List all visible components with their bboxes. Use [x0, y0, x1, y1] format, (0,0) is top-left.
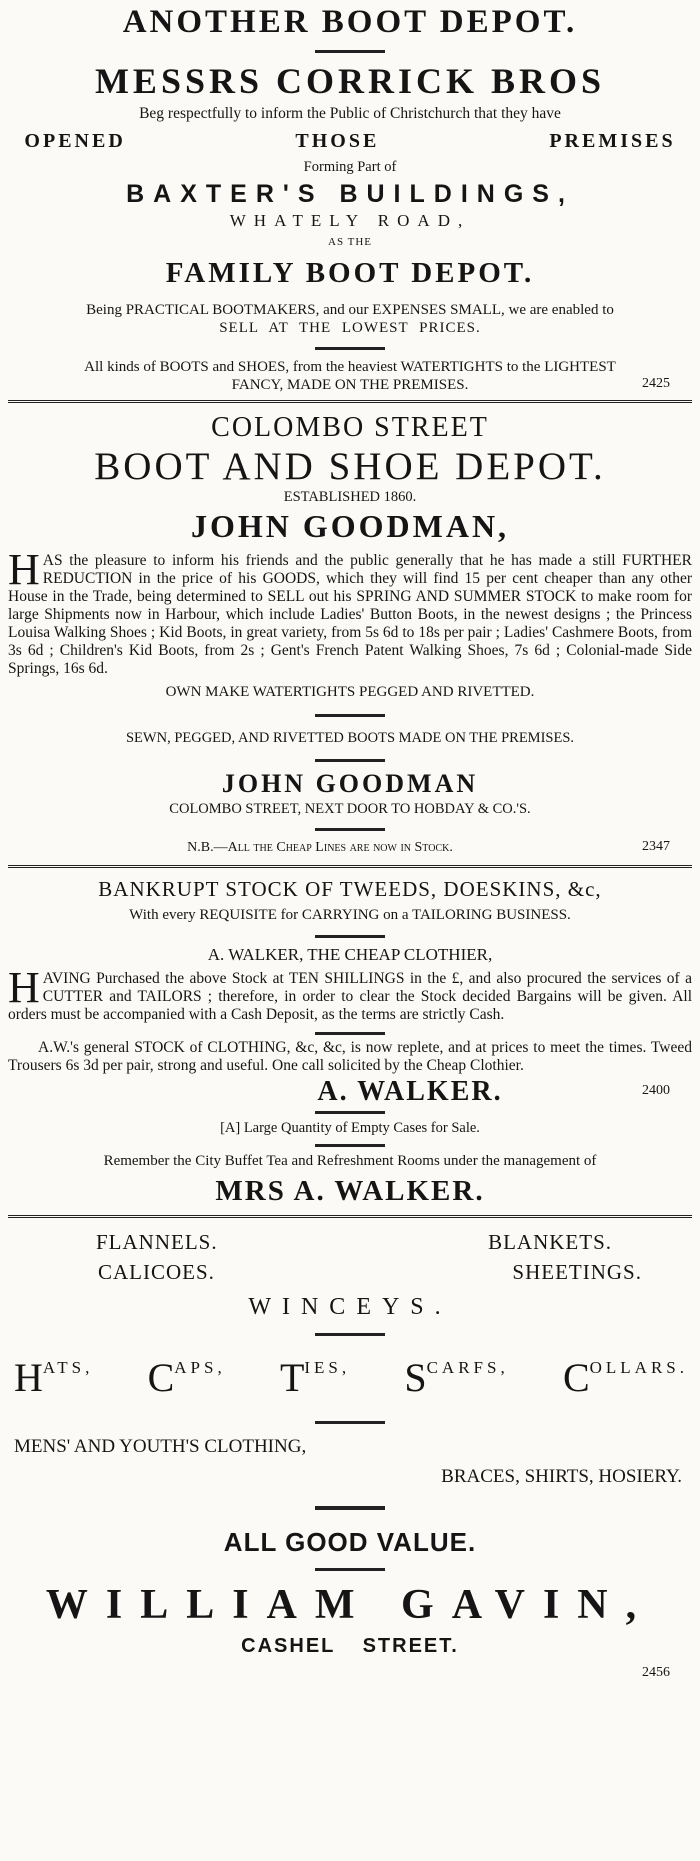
divider	[315, 1144, 385, 1147]
divider	[315, 935, 385, 938]
ad3-remember: Remember the City Buffet Tea and Refreshment Rooms under the management of	[103, 1153, 597, 1169]
ad1-building: BAXTER'S BUILDINGS,	[126, 180, 574, 208]
ad4-item-rest: CARFS,	[426, 1358, 509, 1377]
divider	[315, 1032, 385, 1035]
ad1-road: WHATELY ROAD,	[229, 211, 471, 230]
ad4-braces: BRACES, SHIRTS, HOSIERY.	[441, 1466, 682, 1487]
ad2-sewn: SEWN, PEGGED, AND RIVETTED BOOTS MADE ON THE PREMISES.	[125, 730, 575, 746]
divider	[315, 1111, 385, 1114]
ad2-established: ESTABLISHED 1860.	[283, 489, 417, 505]
ad4-mens-clothing: MENS' AND YOUTH'S CLOTHING,	[14, 1436, 307, 1457]
section-divider	[8, 865, 692, 871]
ad3-mrs-walker: MRS A. WALKER.	[215, 1175, 485, 1207]
ad3-headline: BANKRUPT STOCK OF TWEEDS, DOESKINS, &c,	[98, 877, 602, 901]
divider	[315, 347, 385, 350]
divider	[315, 828, 385, 831]
ad3-body-paragraph	[8, 963, 692, 1024]
ad1-depot: FAMILY BOOT DEPOT.	[165, 257, 535, 289]
divider	[315, 714, 385, 717]
william-gavin-advertisement	[8, 1221, 692, 1680]
ad4-sheetings: SHEETINGS.	[512, 1260, 642, 1284]
ad3-general-stock: A.W.'s general STOCK of CLOTHING, &c, &c, is now replete, and at prices to meet the times. Tweed Trousers 6s 3d per pair, strong and useful. One call solicited by the Cheap Clothier.	[8, 1039, 692, 1074]
ad4-flannels: FLANNELS.	[96, 1230, 218, 1254]
ad4-item-cap: C	[562, 1355, 590, 1400]
ad3-dropcap: H	[8, 963, 40, 1012]
ad4-winceys: WINCEYS.	[248, 1294, 452, 1320]
ad4-item-rest: ATS,	[42, 1358, 94, 1377]
ad1-forming: Forming Part of	[303, 159, 397, 175]
ad1-reference-number: 2425	[642, 376, 670, 391]
ad4-item-scarfs	[404, 1346, 508, 1409]
ad4-item-ties	[280, 1346, 350, 1409]
ad2-street: COLOMBO STREET	[211, 412, 489, 443]
ad3-body-text: AVING Purchased the above Stock at TEN SHILLINGS in the £, and also procured the services of a CUTTER and TAILORS ; therefore, in order to clear the Stock decided Bargains will be given. All orders must be accompanied with a Cash Deposit, as the terms are strictly Cash.	[8, 970, 692, 1023]
ad3-empty-cases: [A] Large Quantity of Empty Cases for Sale.	[220, 1120, 480, 1136]
ad4-cashel-street: CASHEL STREET.	[241, 1635, 459, 1657]
ad4-accessories-row	[8, 1340, 692, 1409]
ad4-william-gavin: WILLIAM GAVIN,	[45, 1582, 655, 1628]
divider	[315, 1333, 385, 1336]
ad4-item-cap: T	[279, 1355, 305, 1400]
ad2-title: BOOT AND SHOE DEPOT.	[94, 445, 606, 488]
ad2-body-text: AS the pleasure to inform his friends and the public generally that he has made a still FURTHER REDUCTION in the price of his GOODS, which they will find 15 per cent cheaper than any other House in the Trade, being determined to SELL out his SPRING AND SUMMER STOCK to make room for large Shipments now in Harbour, which include Ladies' Button Boots, in the newest designs ; the Princess Louisa Walking Shoes ; Kid Boots, in great variety, from 5s 6d to 18s per pair ; Ladies' Cashmere Boots, from 3s 6d ; Children's Kid Boots, from 2s ; Gent's French Patent Walking Shoes, 7s 6d ; Colonial-made Side Springs, 16s 6d.	[8, 552, 692, 677]
ad4-row-fabrics-2	[8, 1257, 692, 1287]
ad1-firm-name: MESSRS CORRICK BROS	[94, 61, 606, 101]
ad4-reference-number: 2456	[642, 1665, 670, 1680]
ad3-reference-number: 2400	[642, 1083, 670, 1098]
ad2-own-make: OWN MAKE WATERTIGHTS PEGGED AND RIVETTED.	[165, 684, 535, 700]
ad1-headline: ANOTHER BOOT DEPOT.	[122, 4, 578, 40]
section-divider	[8, 400, 692, 406]
ad4-item-cap: S	[404, 1355, 427, 1400]
ad1-intro: Beg respectfully to inform the Public of Christchurch that they have	[139, 105, 561, 122]
ad3-clothier: A. WALKER, THE CHEAP CLOTHIER,	[207, 945, 493, 964]
ad4-item-rest: IES,	[304, 1358, 351, 1377]
divider	[315, 1568, 385, 1571]
ad1-practical-line2: SELL AT THE LOWEST PRICES.	[219, 320, 481, 336]
ad4-row-fabrics-1	[8, 1221, 692, 1257]
ad3-signature: A. WALKER.	[317, 1076, 503, 1107]
ad2-name: JOHN GOODMAN,	[190, 508, 510, 544]
ad1-as-the: AS THE	[328, 236, 372, 248]
ad4-item-cap: H	[14, 1355, 43, 1400]
ad2-nb: N.B.—All the Cheap Lines are now in Stock.	[187, 840, 453, 855]
ad3-requisite: With every REQUISITE for CARRYING on a TAILORING BUSINESS.	[129, 907, 571, 923]
ad4-item-rest: APS,	[174, 1358, 226, 1377]
ad1-practical-line1: Being PRACTICAL BOOTMAKERS, and our EXPENSES SMALL, we are enabled to	[86, 302, 614, 318]
ad4-blankets: BLANKETS.	[488, 1230, 612, 1254]
ad4-item-hats	[14, 1346, 93, 1409]
ad2-reference-number: 2347	[642, 839, 670, 854]
ad4-item-cap: C	[147, 1355, 175, 1400]
ad1-kinds-line1: All kinds of BOOTS and SHOES, from the heaviest WATERTIGHTS to the LIGHTEST	[84, 359, 616, 375]
ad4-all-good-value: ALL GOOD VALUE.	[223, 1527, 477, 1557]
ad2-address: COLOMBO STREET, NEXT DOOR TO HOBDAY & CO.'S.	[169, 801, 531, 817]
john-goodman-advertisement	[8, 410, 692, 857]
ad4-calicoes: CALICOES.	[98, 1260, 215, 1284]
ad2-name-repeat: JOHN GOODMAN	[221, 769, 479, 798]
ad4-item-caps	[148, 1346, 226, 1409]
ad4-item-rest: OLLARS.	[589, 1358, 688, 1377]
ad4-item-collars	[563, 1346, 688, 1409]
ad1-kinds-line2: FANCY, MADE ON THE PREMISES.	[231, 377, 469, 393]
ad2-dropcap: H	[8, 545, 40, 594]
ad2-body-paragraph	[8, 545, 692, 678]
divider	[315, 1506, 385, 1510]
ad1-opened: OPENED THOSE PREMISES	[24, 130, 676, 152]
divider	[315, 1421, 385, 1424]
divider	[315, 759, 385, 762]
divider	[315, 50, 385, 53]
walker-clothier-advertisement	[8, 875, 692, 1211]
corrick-bros-advertisement	[8, 0, 692, 394]
